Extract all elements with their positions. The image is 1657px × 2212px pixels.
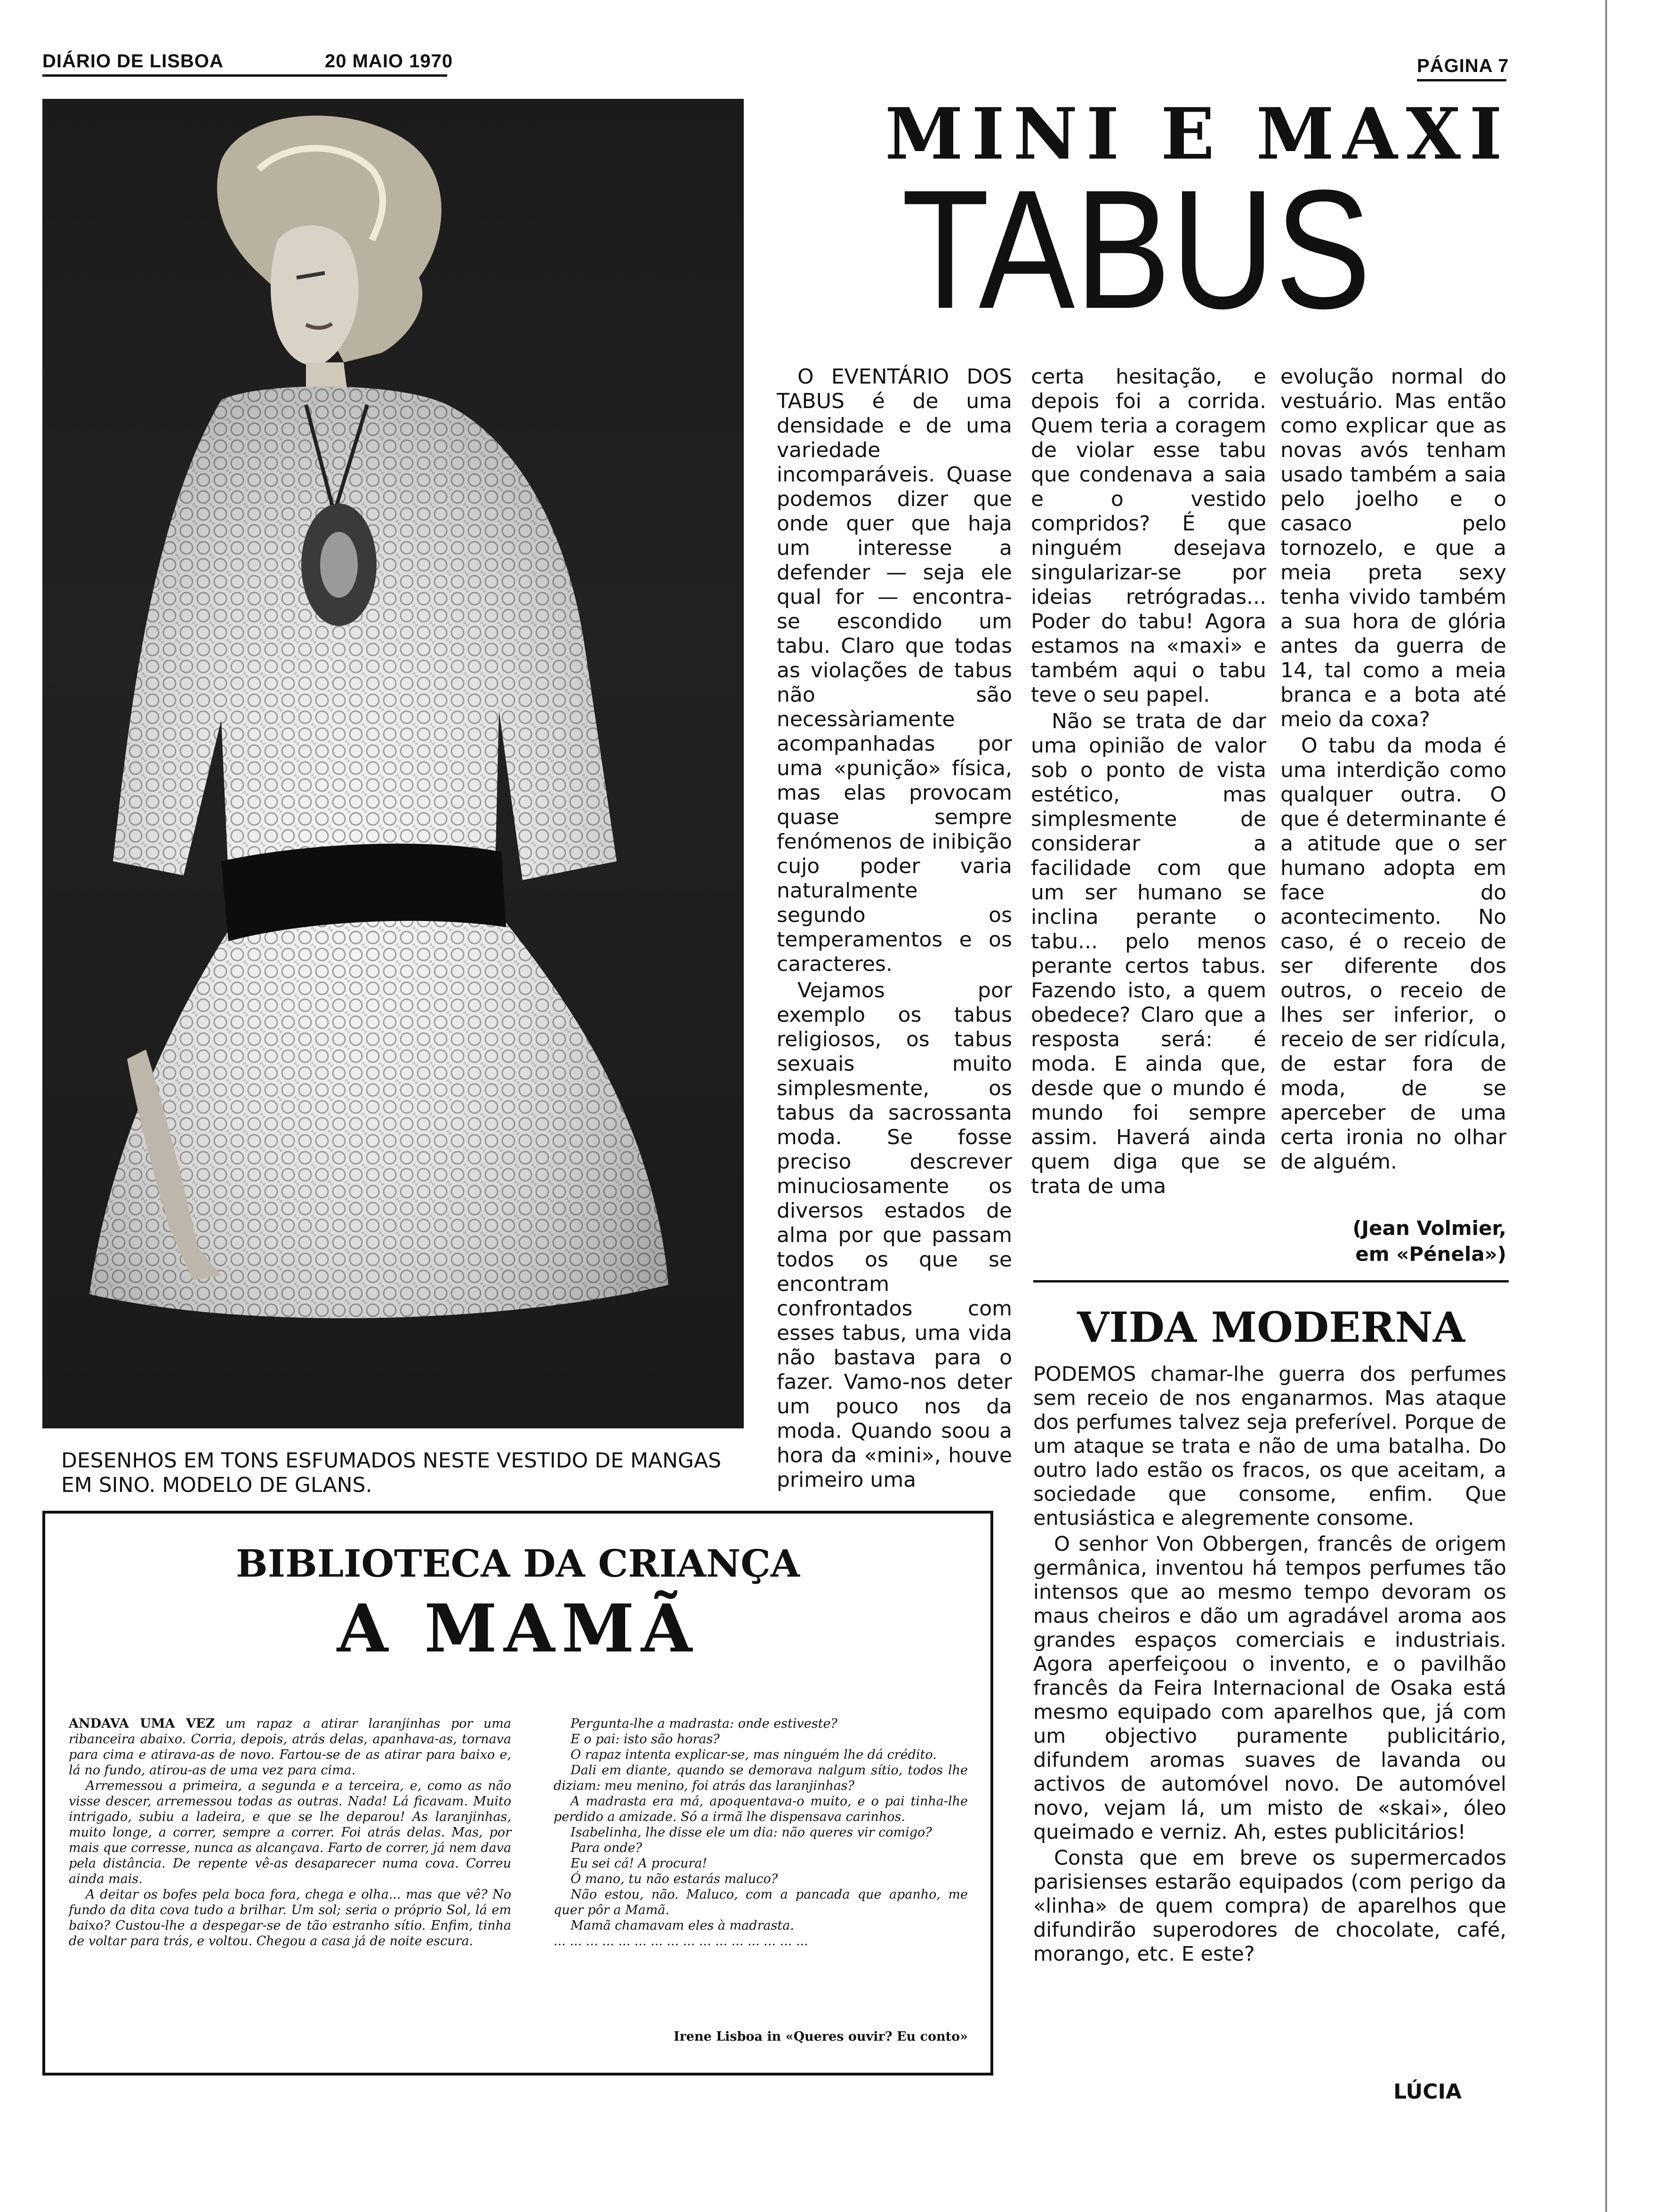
masthead-paper-name: DIÁRIO DE LISBOA [42, 51, 224, 72]
story-paragraph: E o pai: isto são horas? [571, 1732, 720, 1747]
story-paragraph: Dali em diante, quando se demorava nalgum sítio, todos lhe diziam: meu menino, foi atrás das laranjinhas? [554, 1763, 968, 1793]
article-col2-paragraph: certa hesitação, e depois foi a corrida. Quem teria a coragem de violar esse tabu que condenava a saia e o vestido compridos? É que ninguém desejava singularizar-se por ideias retrógradas... Poder do tabu! Agora estamos na «maxi» e também aqui o tabu teve o seu papel. [1031, 365, 1266, 707]
story-paragraph: Ó mano, tu não estarás maluco? [571, 1872, 778, 1886]
story-column-left [69, 1716, 511, 1949]
photo-caption: DESENHOS EM TONS ESFUMADOS NESTE VESTIDO DE MANGAS EM SINO. MODELO DE GLANS. [61, 1449, 722, 1497]
story-paragraph: A madrasta era má, apoquentava-o muito, e o pai tinha-lhe perdido a amizade. Só a irmã lhe dispensava carinhos. [554, 1794, 968, 1824]
headline-line1: MINI E MAXI [885, 93, 1511, 176]
story-paragraph: Para onde? [571, 1841, 643, 1855]
dress-illustration [42, 99, 744, 1428]
story-paragraph: Arremessou a primeira, a segunda e a terceira, e, como as não visse descer, arremessou todas as outras. Nada! Lá ficavam. Muito intrigado, subiu a ladeira, e que se lhe deparou! As laranjinhas, muito longe, a correr, sempre a correr. Foi atrás delas. Mas, por mais que corresse, nunca as alcançava. Farto de correr, já nem dava pela distância. De repente vê-as desaparecer numa cova. Correu ainda mais. [69, 1779, 511, 1886]
biblioteca-box [42, 1511, 993, 2076]
article-col3-paragraph: O tabu da moda é uma interdição como qualquer outra. O que é determinante é a atitude que o ser humano adopta em face do acontecimento. No caso, é o receio de ser diferente dos outros, o receio de lhes ser inferior, o receio de ser ridícula, de estar fora de moda, de se aperceber de uma certa ironia no olhar de alguém. [1280, 734, 1506, 1174]
section-divider [1033, 1280, 1509, 1282]
story-paragraph: um rapaz a atirar laranjinhas por uma ribanceira abaixo. Corria, depois, atrás delas, apanhava-as, tornava para cima e atirava-as de novo. Fartou-se de as atirar para baixo e, lá no fundo, atirou-as de uma vez para cima. [69, 1716, 511, 1778]
article-col3-paragraph: evolução normal do vestuário. Mas então como explicar que as novas avós tenham usado também a saia pelo joelho e o casaco pelo tornozelo, e que a meia preta sexy tenha vivido também a sua hora de glória antes da guerra de 14, tal como a meia branca e a bota até meio da coxa? [1280, 365, 1506, 731]
masthead-rule-right [1417, 79, 1506, 81]
vida-paragraph: O senhor Von Obbergen, francês de origem germânica, inventou há tempos perfumes tão intensos que ao mesmo tempo devoram os maus cheiros e dão um agradável aroma aos grandes espaços comerciais e industriais. Agora aperfeiçoou o invento, e o pavilhão francês da Feira Internacional de Osaka está mesmo equipado com aparelhos que, já com um objectivo puramente publicitário, difundem aromas suaves de lavanda ou activos de automóvel novo. De automóvel novo, vejam lá, um misto de «skai», óleo queimado e verniz. Ah, estes publicitários! [1033, 1532, 1506, 1844]
article-col2-paragraph: Não se trata de dar uma opinião de valor sob o ponto de vista estético, mas simplesmente de considerar a facilidade com que um ser humano se inclina perante o tabu... pelo menos perante certos tabus. Fazendo isto, a quem obedece? Claro que a resposta será: é moda. E ainda que, desde que o mundo é mundo foi sempre assim. Haverá ainda quem diga que se trata de uma [1031, 709, 1266, 1198]
page-edge-line [1605, 0, 1607, 2212]
article-column-1 [777, 365, 1012, 1494]
vida-moderna-body [1033, 1362, 1506, 1968]
masthead-page-number: PÁGINA 7 [1417, 56, 1509, 76]
article-col1-paragraph: Vejamos por exemplo os tabus religiosos, os tabus sexuais muito simplesmente, os tabus da sacrossanta moda. Se fosse preciso descrever minuciosamente os diversos estados de alma por que passam todos os que se encontram confrontados com esses tabus, uma vida não bastava para o fazer. Vamo-nos deter um pouco nos da moda. Quando soou a hora da «mini», houve primeiro uma [777, 978, 1012, 1492]
story-ellipsis: ... ... ... ... ... ... ... ... ... ... ... ... ... ... ... ... [554, 1934, 808, 1948]
vida-paragraph: Consta que em breve os supermercados parisienses estarão equipados (com perigo da «linha» de quem compra) de aparelhos que difundirão superodores de chocolate, café, morango, etc. E este? [1033, 1846, 1506, 1966]
story-paragraph: Mamã chamavam eles à madrasta. [571, 1918, 794, 1933]
article-column-3 [1280, 365, 1506, 1176]
article-col1-paragraph: O EVENTÁRIO DOS TABUS é de uma densidade e de uma variedade incomparáveis. Quase podemos dizer que onde quer que haja um interesse a defender — seja ele qual for — encontra-se escondido um tabu. Claro que todas as violações de tabus não são necessàriamente acompanhadas por uma «punição» física, mas elas provocam quase sempre fenómenos de inibição cujo poder varia naturalmente segundo os temperamentos e os caracteres. [777, 365, 1012, 976]
story-paragraph: Eu sei cá! A procura! [571, 1856, 708, 1871]
story-paragraph: O rapaz intenta explicar-se, mas ninguém lhe dá crédito. [571, 1747, 937, 1762]
masthead-date: 20 MAIO 1970 [325, 51, 453, 72]
article-signature-name: (Jean Volmier, [1352, 1217, 1506, 1240]
article-column-2 [1031, 365, 1266, 1201]
story-paragraph: A deitar os bofes pela boca fora, chega e olha... mas que vê? No fundo da dita cova tudo a brilhar. Um sol; seria o próprio Sol, lá em baixo? Custou-lhe a despegar-se de tão estranho sítio. Enfim, tinha de voltar para trás, e voltou. Chegou a casa já de noite escura. [69, 1887, 511, 1948]
story-credit: Irene Lisboa in «Queres ouvir? Eu conto» [673, 2029, 968, 2044]
article-signature-source: em «Pénela») [1355, 1242, 1506, 1266]
vida-moderna-title: VIDA MODERNA [1077, 1303, 1465, 1352]
story-column-right [554, 1716, 968, 1949]
vida-signature: LÚCIA [1393, 2080, 1462, 2104]
story-paragraph: Pergunta-lhe a madrasta: onde estiveste? [571, 1716, 837, 1731]
story-paragraph: Isabelinha, lhe disse ele um dia: não queres vir comigo? [571, 1825, 932, 1840]
story-lead: ANDAVA UMA VEZ [69, 1716, 215, 1731]
vida-paragraph: PODEMOS chamar-lhe guerra dos perfumes sem receio de nos enganarmos. Mas ataque dos perfumes talvez seja preferível. Porque de um ataque se trata e não de uma batalha. Do outro lado estão os fracos, os que aceitam, a sociedade que consome, enfim. Que entusiástica e alegremente consome. [1033, 1362, 1506, 1530]
masthead-rule-left [42, 74, 447, 77]
biblioteca-subtitle: A MAMÃ [337, 1590, 699, 1667]
headline-line2: TABUS [901, 155, 1371, 344]
biblioteca-title: BIBLIOTECA DA CRIANÇA [236, 1541, 800, 1586]
fashion-photo [42, 99, 744, 1428]
story-paragraph: Não estou, não. Maluco, com a pancada que apanho, me quer pôr a Mamã. [554, 1887, 968, 1917]
